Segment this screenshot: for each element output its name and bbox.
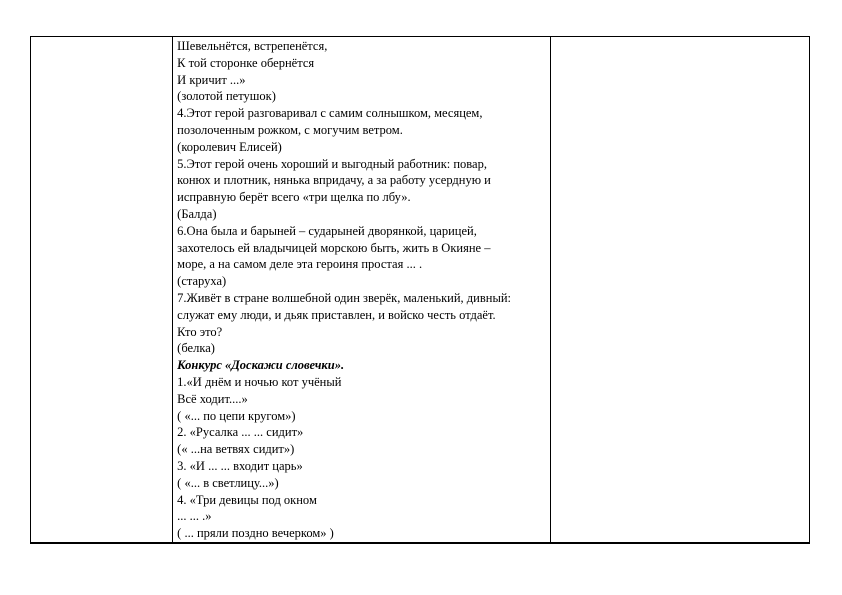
contest-heading: Конкурс «Доскажи словечки». <box>177 358 345 373</box>
answer-line: ( «... в светлицу...») <box>177 475 279 490</box>
question-line: море, а на самом деле эта героиня простая ... . <box>177 257 423 272</box>
answer-line: (Балда) <box>177 206 217 221</box>
text-line: Шевельнётся, встрепенётся, <box>177 39 328 53</box>
text-line: 3. «И ... ... входит царь» <box>177 458 303 473</box>
content-cell <box>173 37 550 544</box>
question-line: Кто это? <box>177 324 223 339</box>
answer-line: ( ... пряли поздно вечерком» ) <box>177 526 334 541</box>
document-table <box>30 36 810 544</box>
text-line: ... ... .» <box>177 509 212 524</box>
left-cell <box>31 37 173 544</box>
question-line: конюх и плотник, нянька впридачу, а за работу усердную и <box>177 173 491 188</box>
answer-line: (золотой петушок) <box>177 89 276 104</box>
text-line: 4. «Три девицы под окном <box>177 492 317 507</box>
question-line: 4.Этот герой разговаривал с самим солнышком, месяцем, <box>177 106 483 121</box>
question-line: позолоченным рожком, с могучим ветром. <box>177 122 403 137</box>
text-line: 2. «Русалка ... ... сидит» <box>177 425 304 440</box>
text-line: И кричит ...» <box>177 72 246 87</box>
text-line: К той сторонке обернётся <box>177 55 315 70</box>
answer-line: (белка) <box>177 341 215 356</box>
text-line: 1.«И днём и ночью кот учёный <box>177 374 342 389</box>
question-line: 6.Она была и барыней – сударыней дворянкой, царицей, <box>177 223 477 238</box>
question-line: исправную берёт всего «три щелка по лбу». <box>177 190 411 205</box>
question-line: 5.Этот герой очень хороший и выгодный работник: повар, <box>177 156 487 171</box>
table-row <box>31 37 810 544</box>
answer-line: (старуха) <box>177 274 227 289</box>
answer-line: (королевич Елисей) <box>177 139 282 154</box>
right-cell <box>550 37 809 544</box>
answer-line: (« ...на ветвях сидит») <box>177 442 295 457</box>
answer-line: ( «... по цепи кругом») <box>177 408 296 423</box>
question-line: захотелось ей владычицей морскою быть, жить в Окияне – <box>177 240 491 255</box>
question-line: 7.Живёт в стране волшебной один зверёк, маленький, дивный: <box>177 290 512 305</box>
question-line: служат ему люди, и дьяк приставлен, и войско честь отдаёт. <box>177 307 496 322</box>
text-line: Всё ходит....» <box>177 391 248 406</box>
content-text <box>173 37 549 542</box>
